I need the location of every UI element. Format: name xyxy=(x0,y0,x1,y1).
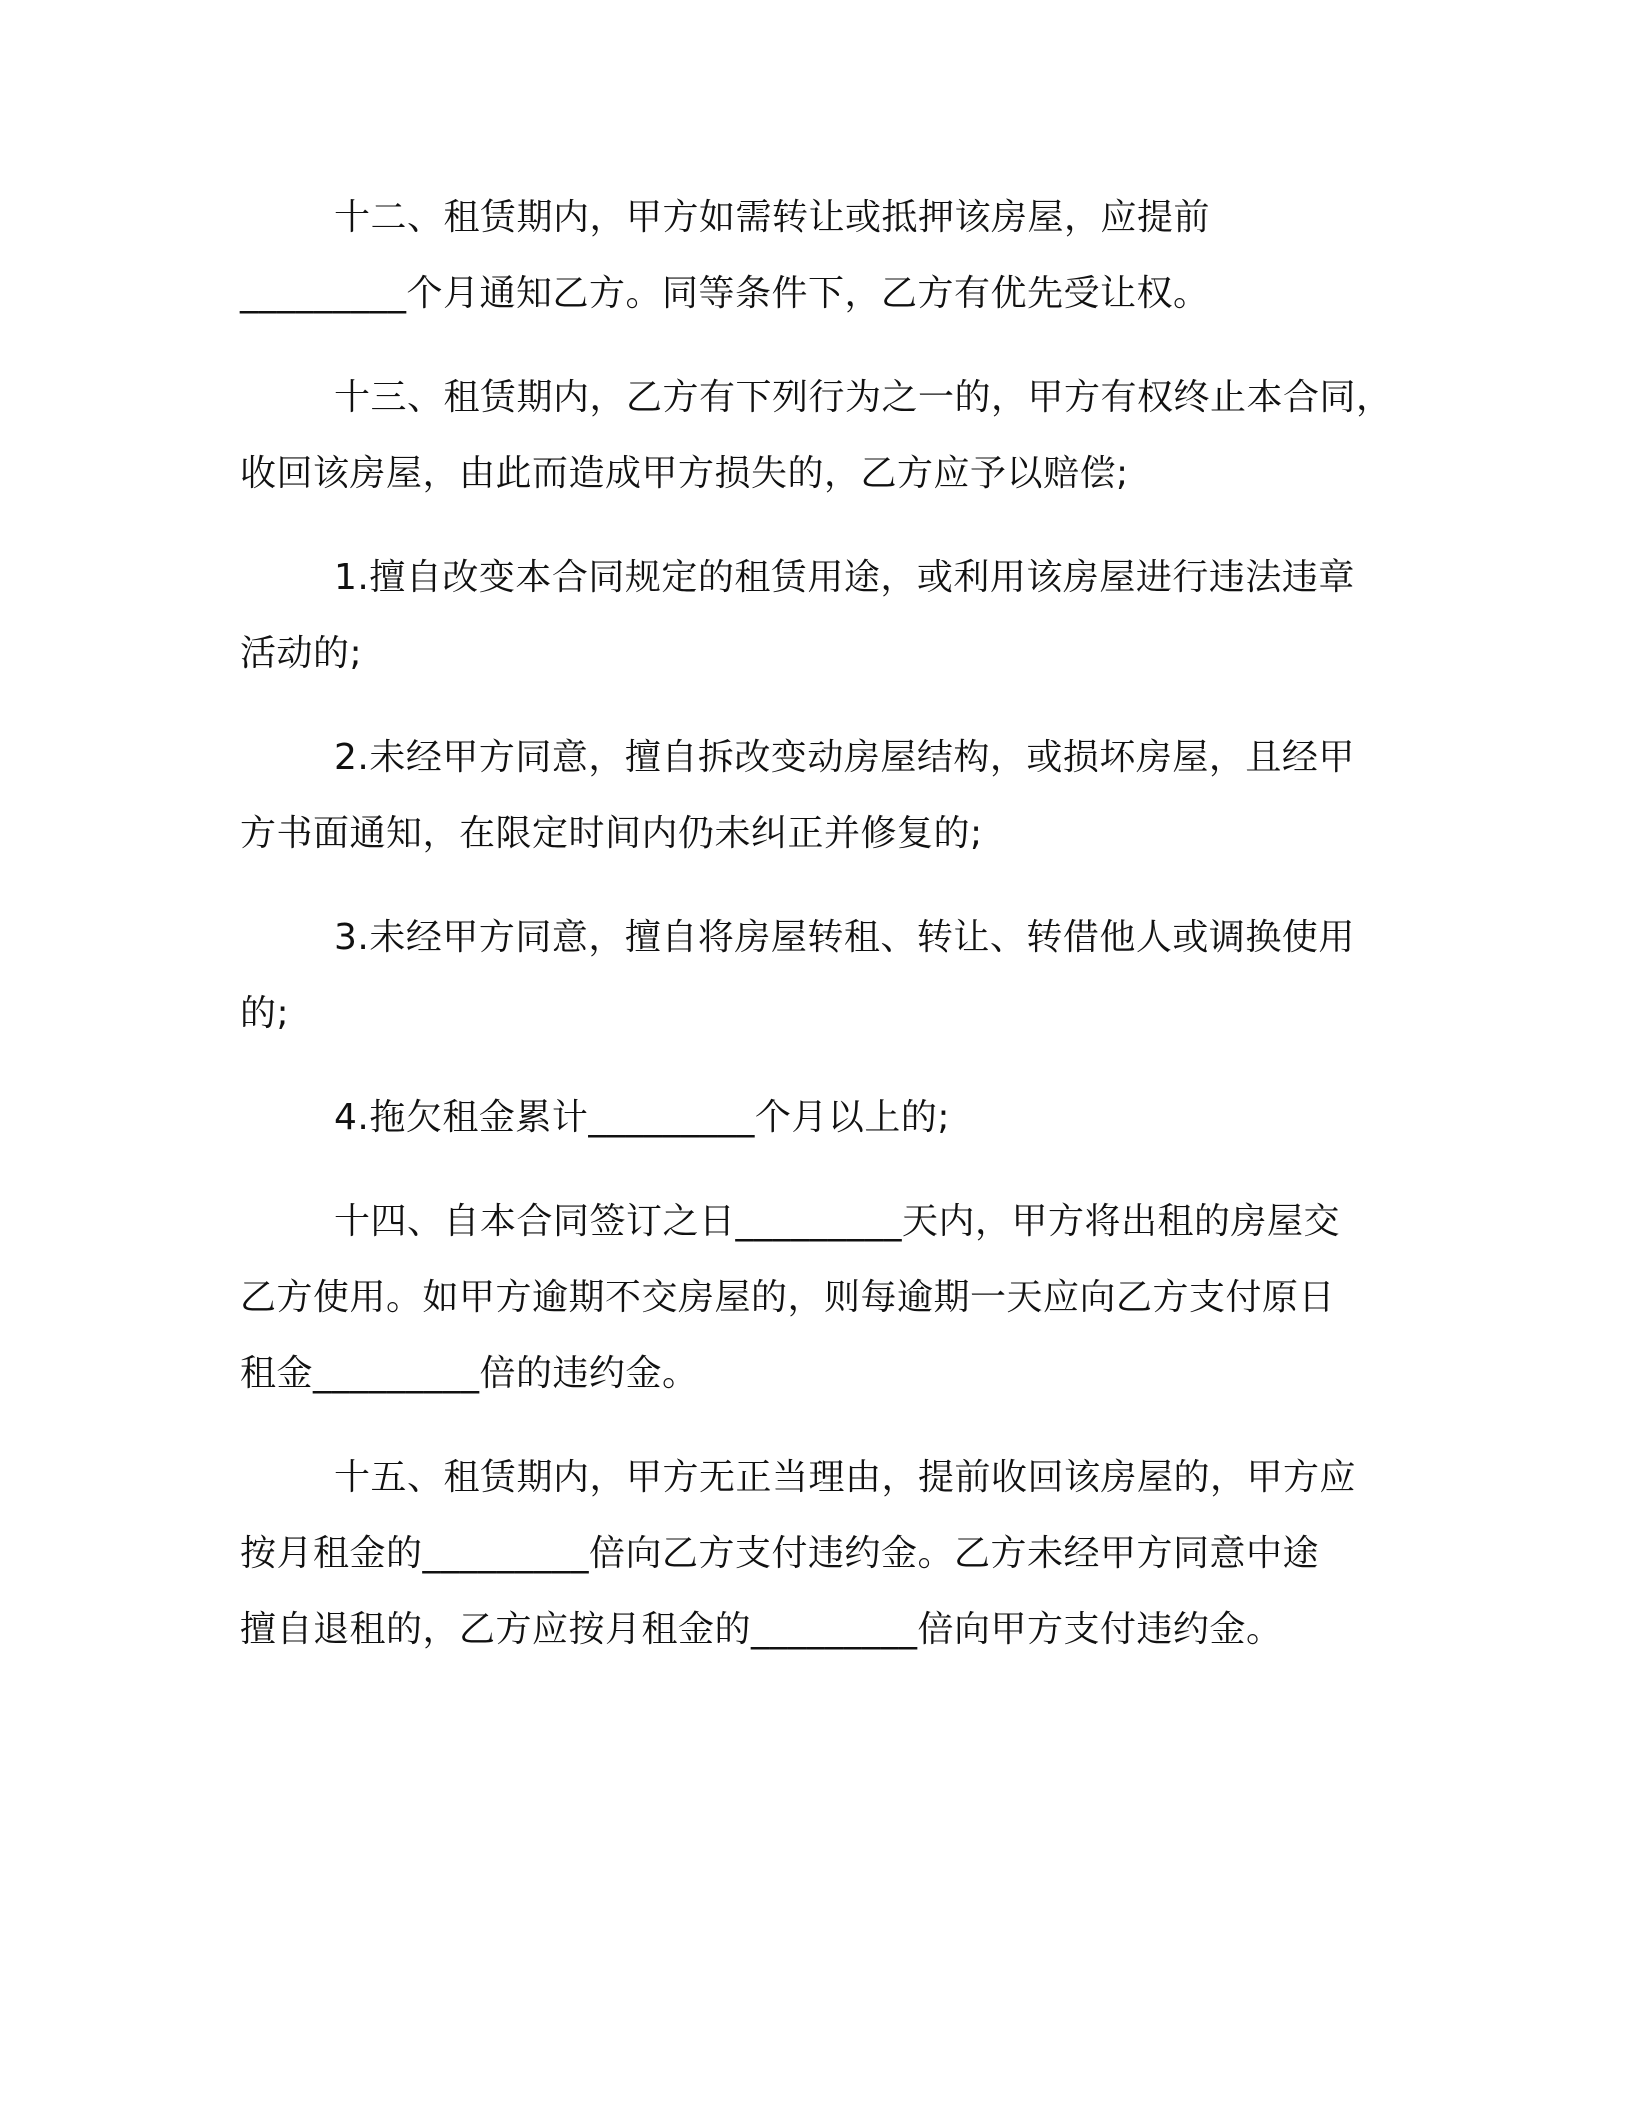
clause-13-line-1: 十三、租赁期内，乙方有下列行为之一的，甲方有权终止本合同， xyxy=(334,377,1393,418)
clause-12-line-2: _________个月通知乙方。同等条件下，乙方有优先受让权。 xyxy=(240,273,1210,314)
item-1-line-1: 1.擅自改变本合同规定的租赁用途，或利用该房屋进行违法违章 xyxy=(334,557,1355,598)
clause-14-line-2: 乙方使用。如甲方逾期不交房屋的，则每逾期一天应向乙方支付原日 xyxy=(240,1277,1336,1318)
item-1-line-2: 活动的; xyxy=(240,633,363,674)
clause-15-line-2: 按月租金的_________倍向乙方支付违约金。乙方未经甲方同意中途 xyxy=(240,1533,1320,1574)
item-3-line-2: 的; xyxy=(240,993,290,1034)
clause-15-line-1: 十五、租赁期内，甲方无正当理由，提前收回该房屋的，甲方应 xyxy=(334,1457,1357,1498)
item-4-line-1: 4.拖欠租金累计_________个月以上的; xyxy=(334,1097,950,1138)
clause-15-line-3: 擅自退租的，乙方应按月租金的_________倍向甲方支付违约金。 xyxy=(240,1609,1283,1650)
clause-12-line-1: 十二、租赁期内，甲方如需转让或抵押该房屋，应提前 xyxy=(334,197,1211,238)
clause-14-line-1: 十四、自本合同签订之日_________天内，甲方将出租的房屋交 xyxy=(334,1201,1341,1242)
item-2-line-1: 2.未经甲方同意，擅自拆改变动房屋结构，或损坏房屋，且经甲 xyxy=(334,737,1355,778)
item-3-line-1: 3.未经甲方同意，擅自将房屋转租、转让、转借他人或调换使用 xyxy=(334,917,1355,958)
item-2-line-2: 方书面通知，在限定时间内仍未纠正并修复的; xyxy=(240,813,983,854)
clause-14-line-3: 租金_________倍的违约金。 xyxy=(240,1353,699,1394)
clause-13-line-2: 收回该房屋，由此而造成甲方损失的，乙方应予以赔偿; xyxy=(240,453,1129,494)
